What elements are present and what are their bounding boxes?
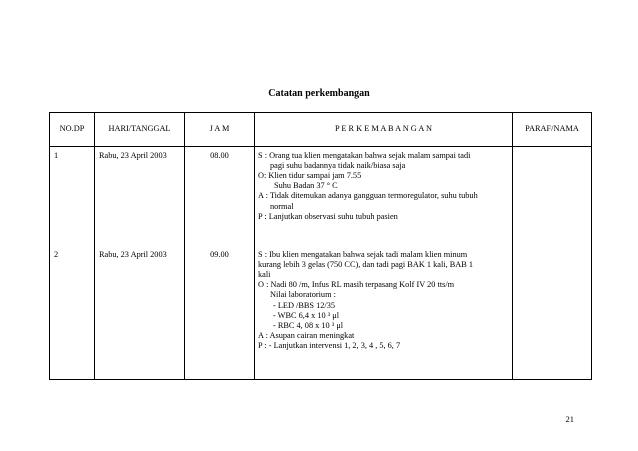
note-line: - RBC 4, 08 x 10 ³ μl (273, 320, 344, 330)
cell-day-date: Rabu, 23 April 2003 (95, 147, 185, 250)
cell-time: 08.00 (185, 147, 255, 250)
note-line: P : - Lanjutkan intervensi 1, 2, 3, 4 , 5, 6, 7 (258, 340, 401, 350)
note-line: A : Tidak ditemukan adanya gangguan termoregulator, suhu tubuh (258, 191, 478, 201)
note-line: Nilai laboratorium : (270, 290, 336, 300)
note-line: O : Nadi 80 /m, Infus RL masih terpasang Kolf IV 20 tts/m (258, 280, 455, 290)
table-header-row (50, 113, 592, 147)
note-line: pagi suhu badannya tidak naik/biasa saja (270, 161, 406, 171)
note-line: Suhu Badan 37 ° C (274, 181, 338, 191)
progress-notes-table (49, 112, 592, 380)
cell-no-dp: 1 (50, 147, 95, 250)
note-line: normal (270, 201, 294, 211)
note-line: P : Lanjutkan observasi suhu tubuh pasien (258, 211, 398, 221)
note-line: A : Asupan cairan meningkat (258, 330, 355, 340)
cell-progress (255, 147, 513, 250)
note-line: O: Klien tidur sampai jam 7.55 (258, 171, 362, 181)
note-line: S : Orang tua klien mengatakan bahwa sejak malam sampai tadi (258, 151, 471, 160)
cell-signature (513, 249, 592, 380)
header-time: J A M (185, 113, 255, 147)
table-row (50, 249, 592, 380)
note-line: kali (258, 270, 271, 280)
note-line: - WBC 6,4 x 10 ³ μl (273, 310, 340, 320)
header-signature: PARAF/NAMA (513, 113, 592, 147)
header-day-date: HARI/TANGGAL (95, 113, 185, 147)
note-line: S : Ibu klien mengatakan bahwa sejak tadi malam klien minum (258, 250, 468, 259)
cell-no-dp: 2 (50, 249, 95, 380)
cell-day-date: Rabu, 23 April 2003 (95, 249, 185, 380)
page-title: Catatan perkembangan (268, 88, 370, 99)
cell-progress (255, 249, 513, 380)
note-line: kurang lebih 3 gelas (750 CC), dan tadi pagi BAK 1 kali, BAB 1 (258, 260, 473, 270)
note-line: - LED /BBS 12/35 (273, 300, 335, 310)
header-no-dp: NO.DP (50, 113, 95, 147)
cell-time: 09.00 (185, 249, 255, 380)
cell-signature (513, 147, 592, 250)
page-number: 21 (565, 414, 574, 424)
table-row (50, 147, 592, 250)
header-progress: P E R K E M A B A N G A N (255, 113, 513, 147)
